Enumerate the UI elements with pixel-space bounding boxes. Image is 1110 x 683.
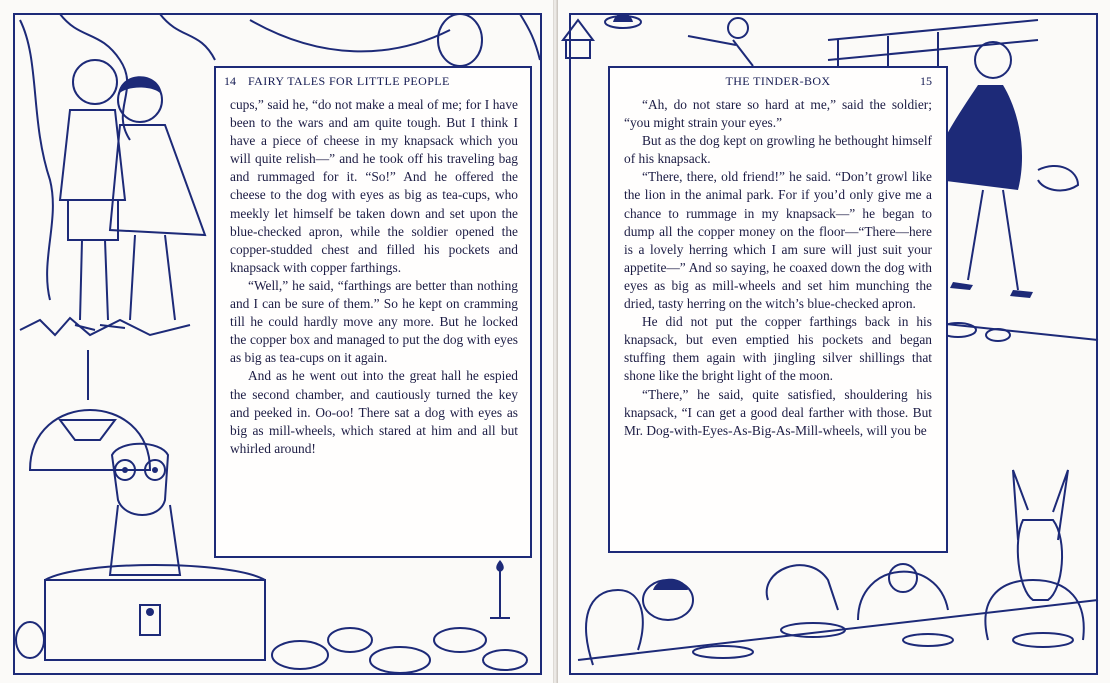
- paragraph: cups,” said he, “do not make a meal of me; for I have been to the wars and am quite tough. But I think I have a piece of cheese in my knapsack which you will quite relish—” and he took off his traveling bag and rummaged for it. “So!” And he offered the cheese to the dog with eyes as big as tea-cups, who meekly let himself be taken down and set upon the blue-checked apron, while the soldier opened the copper-studded chest and filled his pockets and knapsack with copper farthings.: [230, 97, 518, 275]
- page-number: 15: [920, 74, 932, 88]
- paragraph: He did not put the copper farthings back in his knapsack, but even emptied his pockets and began stuffing them again with jingling silver shillings that shone like the bright light of the moon.: [624, 314, 932, 384]
- paragraph: And as he went out into the great hall he espied the second chamber, and cautiously turned the key and peeked in. Oo-oo! There sat a dog with eyes as big as mill-wheels, which stared at him and all but whirled around!: [230, 368, 518, 456]
- paragraph: “Well,” he said, “farthings are better than nothing and I can be sure of them.” So he kept on cramming till he could hardly move any more. But he locked the copper box and managed to put the dog with eyes as big as tea-cups on it again.: [230, 277, 518, 366]
- running-head: FAIRY TALES FOR LITTLE PEOPLE: [248, 74, 450, 88]
- left-text-panel: [214, 66, 532, 558]
- page-body-text: [230, 96, 518, 458]
- paragraph: But as the dog kept on growling he bethought himself of his knapsack.: [624, 133, 932, 167]
- right-page: [557, 0, 1110, 683]
- paragraph: “Ah, do not stare so hard at me,” said the soldier; “you might strain your eyes.”: [624, 97, 932, 131]
- running-head: THE TINDER-BOX: [725, 74, 831, 88]
- paragraph: “There,” he said, quite satisfied, shouldering his knapsack, “I can get a good deal farther with those. But Mr. Dog-with-Eyes-As-Big-As-Mill-wheels, will you be: [624, 386, 932, 438]
- right-text-panel: [608, 66, 948, 553]
- paragraph: “There, there, old friend!” he said. “Don’t growl like the lion in the animal park. For if you’d only give me a chance to rummage in my knapsack—” he began to dump all the copper money on the floor—“There—here is a lovely herring which I am sure will just suit your appetite—” And so saying, he coaxed down the dog with eyes as big as mill-wheels and set him munching the dried, tasty herring on the witch’s blue-checked apron.: [624, 169, 932, 312]
- left-page: [0, 0, 554, 683]
- page-body-text: [624, 96, 932, 440]
- page-number: 14: [224, 74, 236, 88]
